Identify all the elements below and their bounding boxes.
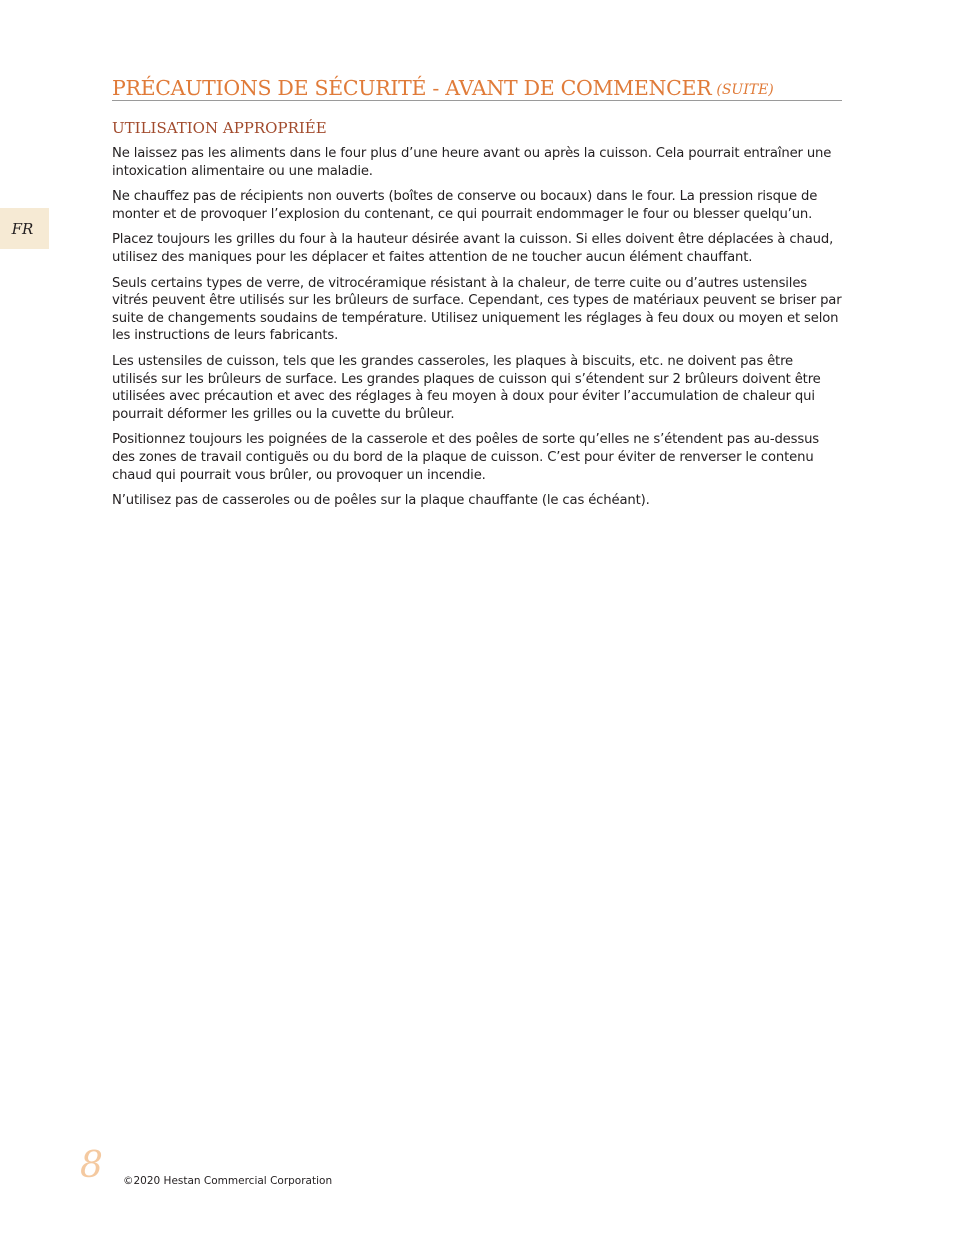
paragraph-food-time: Ne laissez pas les aliments dans le four plus d’une heure avant ou après la cuisson. Cela pourrait entraîner une intoxication alimentaire ou une maladie. (112, 146, 832, 179)
paragraph-sealed-containers: Ne chauffez pas de récipients non ouverts (boîtes de conserve ou bocaux) dans le four. La pression risque de monter et de provoquer l’explosion du contenant, ce qui pourrait endommager le four ou blesser quelqu’un. (112, 189, 818, 222)
page-title-suffix: (SUITE) (716, 82, 774, 98)
section-heading: UTILISATION APPROPRIÉE (112, 119, 327, 137)
page-title-text: PRÉCAUTIONS DE SÉCURITÉ - AVANT DE COMMENCER (112, 75, 712, 100)
section-body (112, 145, 842, 518)
page-title (112, 70, 842, 101)
paragraph-oven-racks: Placez toujours les grilles du four à la hauteur désirée avant la cuisson. Si elles doivent être déplacées à chaud, utilisez des maniques pour les déplacer et faites attention de ne toucher aucun élément chauffant. (112, 232, 834, 265)
copyright-notice: ©2020 Hestan Commercial Corporation (123, 1175, 333, 1187)
paragraph-glass-cookware: Seuls certains types de verre, de vitrocéramique résistant à la chaleur, de terre cuite ou d’autres ustensiles vitrés peuvent être utilisés sur les brûleurs de surface. Cependant, ces types de matériaux peuvent se briser par suite de changements soudains de température. Utilisez uniquement les réglages à feu doux ou moyen et selon les instructions de leurs fabricants. (112, 275, 842, 344)
paragraph-griddle: N’utilisez pas de casseroles ou de poêles sur la plaque chauffante (le cas échéant). (112, 493, 650, 509)
language-tab-label: FR (11, 219, 34, 238)
language-tab-fr (0, 208, 49, 249)
paragraph-large-cookware: Les ustensiles de cuisson, tels que les grandes casseroles, les plaques à biscuits, etc. ne doivent pas être utilisés sur les brûleurs de surface. Les grandes plaques de cuisson qui s’étendent sur 2 brûleurs doivent être utilisées avec précaution et avec des réglages à feu moyen à doux pour éviter l’accumulation de chaleur qui pourrait déformer les grilles ou la cuvette du brûleur. (112, 353, 821, 422)
paragraph-pan-handles: Positionnez toujours les poignées de la casserole et des poêles de sorte qu’elles ne s’étendent pas au-dessus des zones de travail contiguës ou du bord de la plaque de cuisson. C’est pour éviter de renverser le contenu chaud qui pourrait vous brûler, ou provoquer un incendie. (112, 432, 820, 483)
page-number: 8 (80, 1145, 103, 1186)
